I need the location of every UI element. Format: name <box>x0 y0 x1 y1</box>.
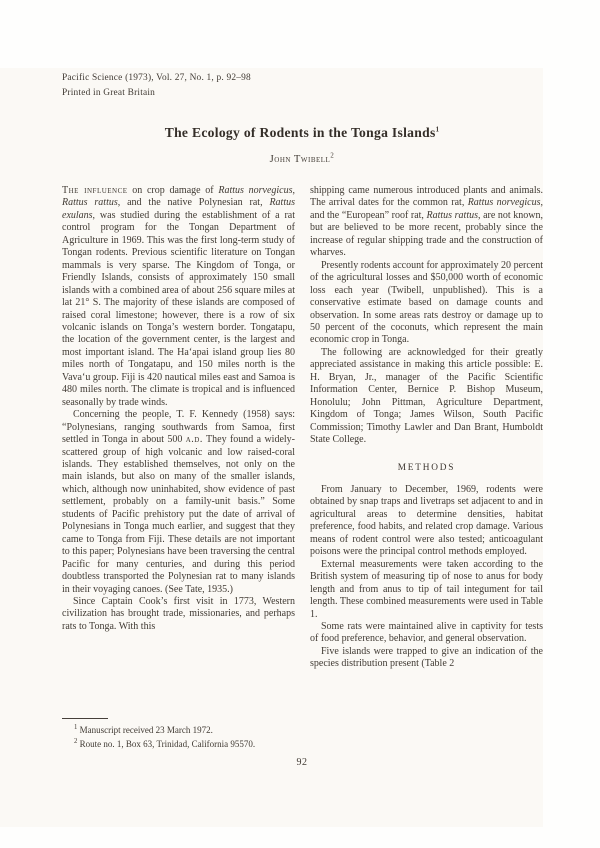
right-column-intro <box>310 185 543 447</box>
superscript-note: 1 <box>435 126 440 134</box>
paragraph <box>62 724 304 738</box>
printed-in-note: Printed in Great Britain <box>62 87 156 98</box>
text-segment: , was studied during the establishment of a rat control program for the Tongan Department of Agriculture in 1969. This was the first long-term study of Tongan rodents. Previous scientific literature on Tongan mammals is very sparse. The Kingdom of Tonga, or Friendly Islands, consists of approximately 150 small islands with a combined area of about 256 square miles at lat 21° S. The majority of these islands are composed of raised coral limestone; however, there is a row of six volcanic islands on Tonga’s western border. Tongatapu, the location of the government center, is the largest and most important island. The Ha‘apai island group lies 80 miles north of Tongatapu, and 150 miles north is the Vava‘u group. Fiji is 420 nautical miles east and Samoa is 480 miles north. The climate is tropical and is influenced seasonally by trade winds. <box>62 209 295 408</box>
superscript-note: 1 <box>74 724 78 731</box>
two-column-body <box>62 185 543 671</box>
text-segment: , and the native Polynesian rat, <box>117 197 270 209</box>
smallcaps-text: a.d. <box>185 434 203 446</box>
text-segment: Some rats were maintained alive in captivity for tests of food preference, behavior, and general observation. <box>310 620 543 645</box>
paragraph <box>62 738 304 752</box>
text-segment: , <box>292 185 295 196</box>
paragraph <box>62 596 295 633</box>
text-segment: on crop damage of <box>127 185 219 196</box>
text-segment: shipping came numerous introduced plants and animals. The arrival dates for the common rat, <box>310 185 543 209</box>
paragraph <box>310 646 543 671</box>
italic-text: Rattus rattus <box>62 197 118 209</box>
italic-text: Rattus rattus <box>426 209 479 221</box>
footnote-divider <box>62 718 108 719</box>
journal-header <box>62 71 251 100</box>
text-segment: The Ecology of Rodents in the Tonga Islands <box>164 125 436 140</box>
footnote-list <box>62 724 304 751</box>
italic-text: Rattus norvegicus <box>218 185 293 196</box>
paragraph <box>310 559 543 621</box>
text-segment: Five islands were trapped to give an indication of the species distribution present (Table 2 <box>310 645 543 670</box>
paragraph <box>310 185 543 260</box>
superscript-note: 2 <box>74 737 78 745</box>
methods-section <box>310 484 543 671</box>
footnotes-block <box>62 718 304 751</box>
left-column <box>62 185 295 671</box>
article-title <box>60 125 544 141</box>
journal-citation: Pacific Science (1973), Vol. 27, No. 1, p. 92–98 <box>62 73 251 83</box>
text-segment: , are not known, but are believed to be more recent, probably since the increase of regular shipping trade and the construction of wharves. <box>310 209 543 259</box>
text-segment: Presently rodents account for approximately 20 percent of the agricultural losses and $50,000 worth of economic loss each year (Twibell, unpublished). This is a conservative estimate based on damage counts and observation. In some areas rats destroy or damage up to 50 percent of the coconuts, which represent the main economic crop in Tonga. <box>310 259 543 346</box>
page-number: 92 <box>296 757 308 768</box>
paragraph <box>310 484 543 559</box>
right-column <box>310 185 543 671</box>
italic-text: Rattus norvegicus <box>467 197 541 209</box>
paragraph <box>310 260 543 347</box>
text-segment: Since Captain Cook’s first visit in 1773, Western civilization has brought trade, missionaries, and perhaps rats to Tonga. With this <box>62 595 295 632</box>
text-segment: Route no. 1, Box 63, Trinidad, California 95570. <box>77 738 256 749</box>
methods-heading: METHODS <box>397 462 456 473</box>
text-segment: From January to December, 1969, rodents were obtained by snap traps and livetraps set adjacent to and in agricultural areas to determine densities, habitat preference, food habits, and related crop damage. Various means of rodent control were also tested; anticoagulant poisons were the principal control methods employed. <box>310 483 543 558</box>
text-segment: Concerning the people, T. F. Kennedy (1958) says: “Polynesians, ranging southwards from Samoa, first settled in Tonga in about 500 <box>62 409 295 446</box>
text-segment: Manuscript received 23 March 1972. <box>77 725 213 735</box>
superscript-note: 2 <box>330 152 335 160</box>
smallcaps-text: The influence <box>62 185 128 196</box>
text-segment: They found a widely-scattered group of high volcanic and low raised-coral islands. They established themselves, not only on the main islands, but also on many of the smaller islands, which, although now uninhabited, show evidence of past settlement, probably on a family-unit basis.” Some students of Pacific prehistory put the date of arrival of Polynesians in Tonga much earlier, and suggest that they came to Tonga from Fiji. These details are not important to this paper; Polynesians have been traversing the central Pacific for many centuries, and during this period doubtless transported the Polynesian rat to many islands in their voyaging canoes. (See Tate, 1935.) <box>62 434 295 595</box>
paragraph <box>62 185 295 409</box>
text-segment: External measurements were taken according to the British system of measuring tip of nose to anus for body length and from anus to tip of tail integument for tail length. These combined measurements were used in Table 1. <box>310 558 543 620</box>
paragraph <box>62 409 295 596</box>
italic-text: Rattus exulans <box>62 197 295 221</box>
paragraph <box>310 621 543 646</box>
text-segment: , and the “European” roof rat, <box>310 197 544 221</box>
paragraph <box>310 347 543 447</box>
text-segment: The following are acknowledged for their greatly appreciated assistance in making this article possible: E. H. Bryan, Jr., manager of the Pacific Scientific Information Center, Bernice P. Bishop Museum, Honolulu; John Pittman, Agriculture Department, Kingdom of Tonga; James Wilson, South Pacific Commission; Timothy Lawler and Dan Brant, Humboldt State College. <box>310 346 543 446</box>
article-author <box>60 154 544 165</box>
smallcaps-text: John Twibell <box>269 154 331 165</box>
